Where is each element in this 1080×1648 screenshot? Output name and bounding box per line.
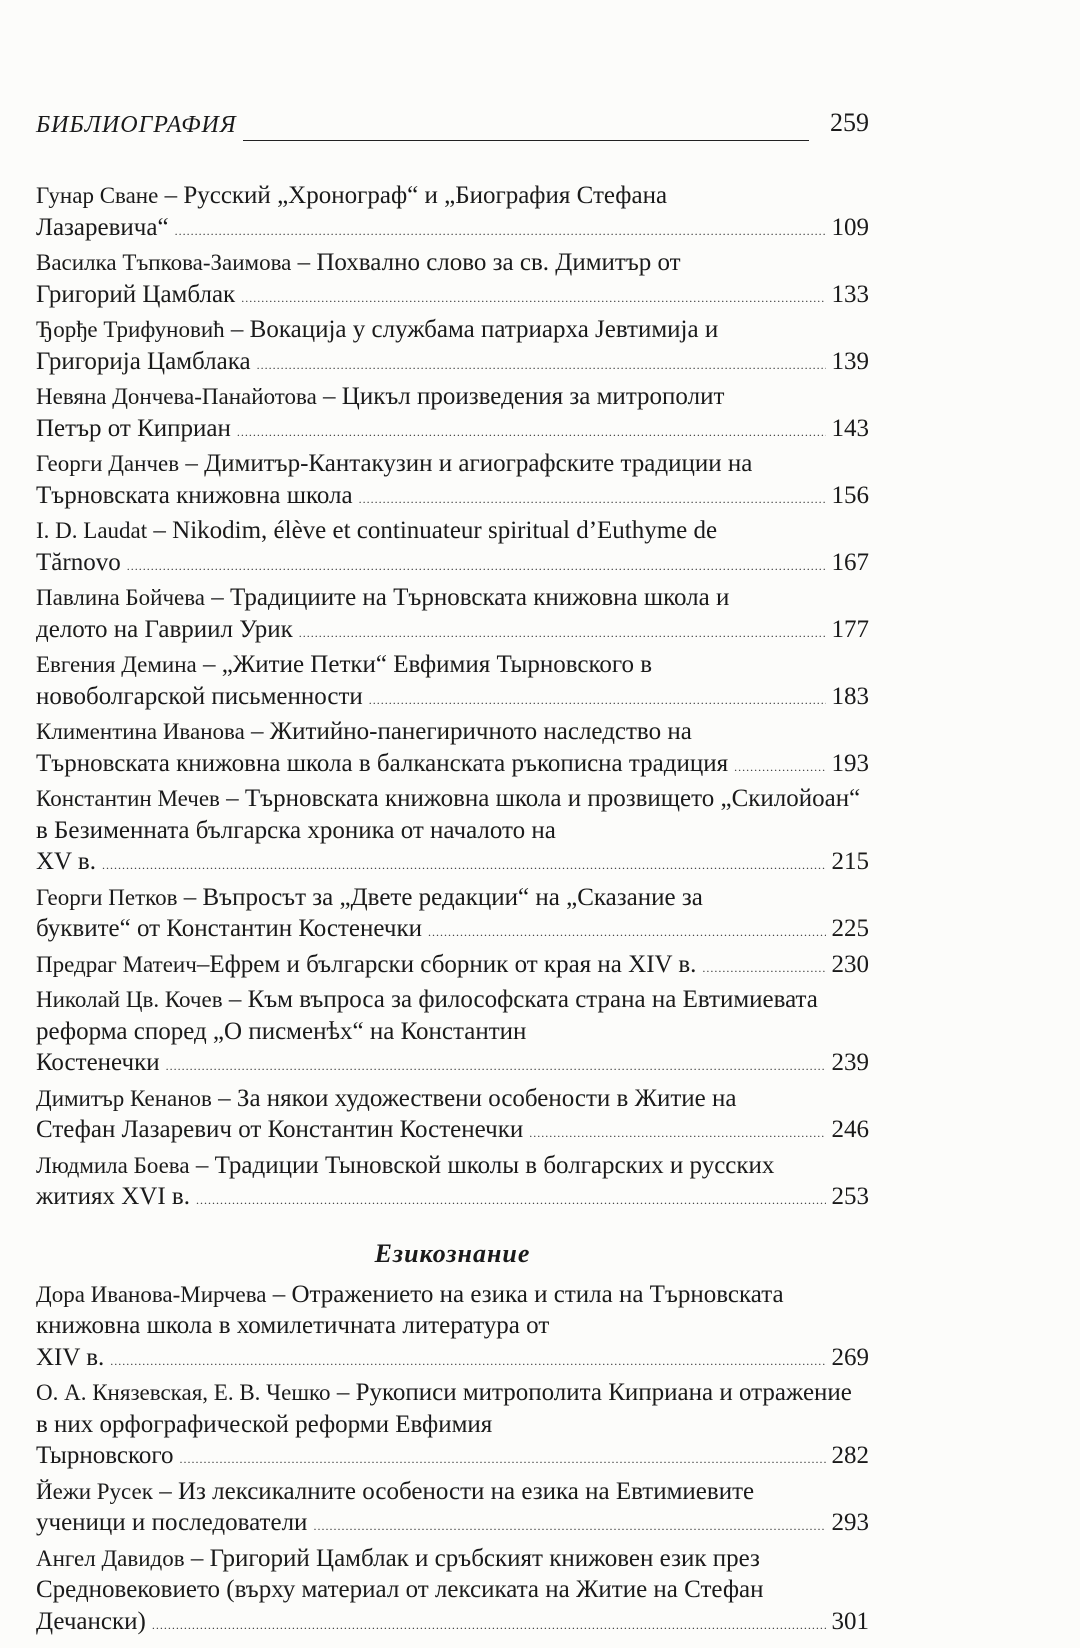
- entry-last-line: [36, 1342, 869, 1378]
- entry-heading: Димитър Кенанов – За някои художествени особености в Житие на: [36, 1084, 737, 1112]
- dot-leader: [428, 917, 826, 949]
- entry-page-number: 215: [831, 848, 869, 875]
- entry-page-number: 139: [831, 347, 869, 375]
- entry-author: Климентина Иванова: [36, 719, 245, 744]
- entry-title-end: Дечански): [36, 1607, 146, 1635]
- entry-title-end: Костенечки: [36, 1049, 160, 1076]
- dot-leader: [359, 484, 826, 516]
- entry-title: Русский „Хронограф“ и „Биография Стефана: [183, 182, 668, 209]
- entry-last-line: [36, 413, 869, 449]
- bibliography-entry: [36, 882, 869, 949]
- entry-heading: Георги Петков – Въпросът за „Двете редакции“ на „Сказание за: [36, 883, 703, 911]
- bibliography-entry: [36, 1279, 869, 1378]
- dot-leader: [257, 350, 826, 382]
- entry-title: Към въпроса за философската страна на Евтимиевата реформа според „О писменѣх“ на Константин: [36, 986, 818, 1045]
- entry-title-end: буквите“ от Константин Костенечки: [36, 915, 422, 942]
- entry-title-end: Стефан Лазаревич от Константин Костенечки: [36, 1116, 524, 1143]
- entry-page-number: 167: [831, 548, 869, 576]
- entry-title: Въпросът за „Двете редакции“ на „Сказание за: [202, 883, 703, 911]
- entry-heading: Климентина Иванова – Житийно-панегиричното наследство на: [36, 718, 692, 745]
- page-number: 259: [830, 108, 869, 137]
- bibliography-list: [36, 180, 869, 1641]
- entry-title: Отражението на езика и стила на Търновската книжовна школа в хомилетичната литература от: [36, 1280, 784, 1339]
- entry-page-number: 225: [831, 915, 869, 942]
- entry-page-number: 282: [831, 1442, 869, 1469]
- dot-leader: [529, 1118, 825, 1150]
- entry-page-number: 293: [831, 1509, 869, 1536]
- entry-title-end: новоболгарской письменности: [36, 682, 363, 710]
- bibliography-entry: [36, 180, 869, 247]
- running-header-title: БИБЛИОГРАФИЯ: [36, 112, 237, 138]
- entry-author: I. D. Laudat: [36, 518, 148, 543]
- entry-page-number: 269: [831, 1343, 869, 1371]
- entry-title: Григорий Цамблак и сръбският книжовен език през Средновековието (върху материал от лексиката на Житие на Стефан: [36, 1544, 764, 1603]
- entry-author: Николай Цв. Кочев: [36, 987, 223, 1012]
- dot-leader: [237, 417, 826, 449]
- entry-page-number: 133: [831, 280, 869, 308]
- entry-title-end: Търновската книжовна школа в балканската ръкописна традиция: [36, 749, 729, 777]
- entry-last-line: [36, 1440, 869, 1476]
- entry-page-number: 301: [831, 1607, 869, 1635]
- entry-heading: I. D. Laudat – Nikodim, élève et continuateur spiritual d’Euthyme de: [36, 517, 718, 544]
- dot-leader: [127, 551, 826, 583]
- entry-title-end: Тырновского: [36, 1442, 174, 1469]
- entry-title: Вокација у службама патриарха Јевтимија и: [249, 316, 719, 343]
- bibliography-entry: [36, 582, 869, 649]
- bibliography-entry: [36, 448, 869, 515]
- entry-author: Невяна Дончева-Панайотова: [36, 384, 317, 409]
- entry-title: Nikodim, élève et continuateur spiritual d’Euthyme de: [172, 517, 718, 544]
- entry-author: Евгения Демина: [36, 652, 197, 677]
- dot-leader: [241, 283, 825, 315]
- entry-author: Предраг Матеич: [36, 951, 197, 977]
- entry-author: Георги Петков: [36, 884, 178, 910]
- dot-leader: [702, 953, 825, 985]
- entry-title: Димитър-Кантакузин и агиографските традиции на: [204, 450, 753, 477]
- bibliography-entry: [36, 515, 869, 582]
- entry-title-end: Григорий Цамблак: [36, 280, 236, 308]
- entry-title: Традиции Тыновской школы в болгарских и русских: [214, 1151, 775, 1179]
- bibliography-entry: [36, 314, 869, 381]
- entry-page-number: 183: [831, 682, 869, 710]
- entry-last-line: [36, 346, 869, 382]
- entry-last-line: Предраг Матеич – Ефрем и български сборник от края на XIV в. ..... 230: [36, 949, 869, 985]
- entry-title-end: ученици и последователи: [36, 1509, 308, 1536]
- entry-heading: Павлина Бойчева – Традициите на Търновската книжовна школа и: [36, 584, 730, 611]
- bibliography-entry: [36, 984, 869, 1083]
- entry-heading: Дора Иванова-Мирчева – Отражението на езика и стила на Търновската книжовна школа в хомилетичната литература от: [36, 1280, 784, 1339]
- entry-title: Рукописи митрополита Киприана и отражение в них орфографической реформи Евфимия: [36, 1379, 852, 1438]
- bibliography-entry: [36, 247, 869, 314]
- entry-title-end: Петър от Киприан: [36, 414, 231, 442]
- entry-last-line: [36, 913, 869, 949]
- entry-last-line: [36, 547, 869, 583]
- entry-heading: Ангел Давидов – Григорий Цамблак и сръбският книжовен език през Средновековието (върху материал от лексиката на Житие на Стефан: [36, 1544, 764, 1603]
- dot-leader: [152, 1610, 826, 1642]
- bibliography-entry: [36, 1476, 869, 1543]
- entry-heading: Йежи Русек – Из лексикалните особености на езика на Евтимиевите: [36, 1477, 755, 1505]
- entry-heading: Евгения Демина – „Житие Петки“ Евфимия Тырновского в: [36, 651, 653, 678]
- dot-leader: [196, 1185, 826, 1217]
- entry-page-number: 143: [831, 414, 869, 442]
- entry-last-line: [36, 1114, 869, 1150]
- dot-leader: [299, 618, 826, 650]
- entry-title-end: Лазаревича“: [36, 213, 169, 241]
- bibliography-entry: [36, 1377, 869, 1476]
- bibliography-entry: [36, 716, 869, 783]
- entry-last-line: [36, 748, 869, 784]
- dot-leader: [102, 850, 826, 882]
- bibliography-entry: [36, 1543, 869, 1642]
- entry-last-line: [36, 1507, 869, 1543]
- entry-heading: Невяна Дончева-Панайотова – Цикъл произведения за митрополит: [36, 383, 725, 410]
- entry-page-number: 246: [831, 1116, 869, 1143]
- entry-last-line: [36, 1606, 869, 1642]
- entry-last-line: [36, 614, 869, 650]
- entry-page-number: 253: [831, 1183, 869, 1210]
- entry-heading: Георги Данчев – Димитър-Кантакузин и агиографските традиции на: [36, 450, 753, 477]
- entry-page-number: 230: [831, 950, 869, 978]
- entry-last-line: [36, 279, 869, 315]
- entry-author: Людмила Боева: [36, 1152, 190, 1178]
- entry-heading: Николай Цв. Кочев – Към въпроса за философската страна на Евтимиевата реформа според „О писменѣх“ на Константин: [36, 986, 818, 1045]
- entry-last-line: [36, 681, 869, 717]
- entry-last-line: [36, 1181, 869, 1217]
- entry-heading: Ђорђе Трифуновић – Вокација у службама патриарха Јевтимија и: [36, 316, 719, 343]
- entry-heading: Константин Мечев – Търновската книжовна школа и прозвището „Скилойоан“ в Безименната българска хроника от началото на: [36, 785, 861, 844]
- bibliography-entry: [36, 649, 869, 716]
- entry-author: О. А. Князевская, Е. В. Чешко: [36, 1380, 331, 1405]
- entry-page-number: 177: [831, 615, 869, 643]
- entry-page-number: 109: [831, 213, 869, 241]
- entry-author: Василка Тъпкова-Заимова: [36, 250, 292, 275]
- entry-page-number: 193: [831, 749, 869, 777]
- entry-title-end: Ефрем и български сборник от края на XIV в.: [209, 950, 697, 978]
- entry-title-end: Tărnovo: [36, 548, 121, 576]
- entry-heading: Василка Тъпкова-Заимова – Похвално слово за св. Димитър от: [36, 249, 681, 276]
- dot-leader: [313, 1511, 825, 1543]
- entry-page-number: 239: [831, 1049, 869, 1076]
- entry-page-number: 156: [831, 481, 869, 509]
- dot-leader: [179, 1444, 825, 1476]
- entry-title-end: делото на Гавриил Урик: [36, 615, 293, 643]
- entry-title: „Житие Петки“ Евфимия Тырновского в: [221, 651, 653, 678]
- bibliography-entry: [36, 381, 869, 448]
- entry-title-end: XV в.: [36, 848, 96, 875]
- entry-title: Традициите на Търновската книжовна школа и: [230, 584, 730, 611]
- entry-last-line: [36, 480, 869, 516]
- entry-title-end: Търновската книжовна школа: [36, 481, 353, 509]
- entry-author: Димитър Кенанов: [36, 1085, 212, 1111]
- entry-title: За някои художествени особености в Житие на: [236, 1084, 737, 1112]
- entry-heading: О. А. Князевская, Е. В. Чешко – Рукописи митрополита Киприана и отражение в них орфографической реформи Евфимия: [36, 1379, 852, 1438]
- dot-leader: [734, 752, 825, 784]
- entry-author: Георги Данчев: [36, 451, 180, 476]
- entry-heading: Гунар Сване – Русский „Хронограф“ и „Биография Стефана: [36, 182, 668, 209]
- running-header: [36, 108, 869, 148]
- entry-last-line: [36, 1047, 869, 1083]
- entry-title-end: XIV в.: [36, 1343, 105, 1371]
- entry-last-line: [36, 846, 869, 882]
- entry-heading: Людмила Боева – Традиции Тыновской школы в болгарских и русских: [36, 1151, 775, 1179]
- entry-title: Похвално слово за св. Димитър от: [316, 249, 681, 276]
- dot-leader: [369, 685, 826, 717]
- dot-leader: [166, 1051, 826, 1083]
- entry-title: Из лексикалните особености на езика на Евтимиевите: [177, 1477, 755, 1505]
- header-rule: [243, 140, 809, 141]
- entry-author: Ангел Давидов: [36, 1545, 185, 1571]
- bibliography-entry: [36, 783, 869, 882]
- entry-title-end: житиях XVI в.: [36, 1183, 190, 1210]
- entry-author: Дора Иванова-Мирчева: [36, 1281, 267, 1307]
- entry-title: Търновската книжовна школа и прозвището „Скилойоан“ в Безименната българска хроника от началото на: [36, 785, 861, 844]
- dot-leader: [110, 1346, 825, 1378]
- entry-author: Ђорђе Трифуновић: [36, 317, 225, 342]
- entry-title-end: Григорија Цамблака: [36, 347, 251, 375]
- section-heading: Езикознание: [374, 1238, 531, 1268]
- bibliography-entry: [36, 1150, 869, 1217]
- entry-author: Павлина Бойчева: [36, 585, 205, 610]
- entry-title: Житийно-панегиричното наследство на: [269, 718, 692, 745]
- bibliography-entries-linguistics: [36, 1279, 869, 1642]
- bibliography-entry: [36, 949, 869, 985]
- bibliography-entries-literature: [36, 180, 869, 1217]
- entry-last-line: [36, 212, 869, 248]
- dot-leader: [175, 216, 826, 248]
- entry-author: Йежи Русек: [36, 1478, 153, 1504]
- entry-title: Цикъл произведения за митрополит: [341, 383, 725, 410]
- bibliography-entry: [36, 1083, 869, 1150]
- entry-author: Константин Мечев: [36, 786, 220, 811]
- entry-author: Гунар Сване: [36, 183, 159, 208]
